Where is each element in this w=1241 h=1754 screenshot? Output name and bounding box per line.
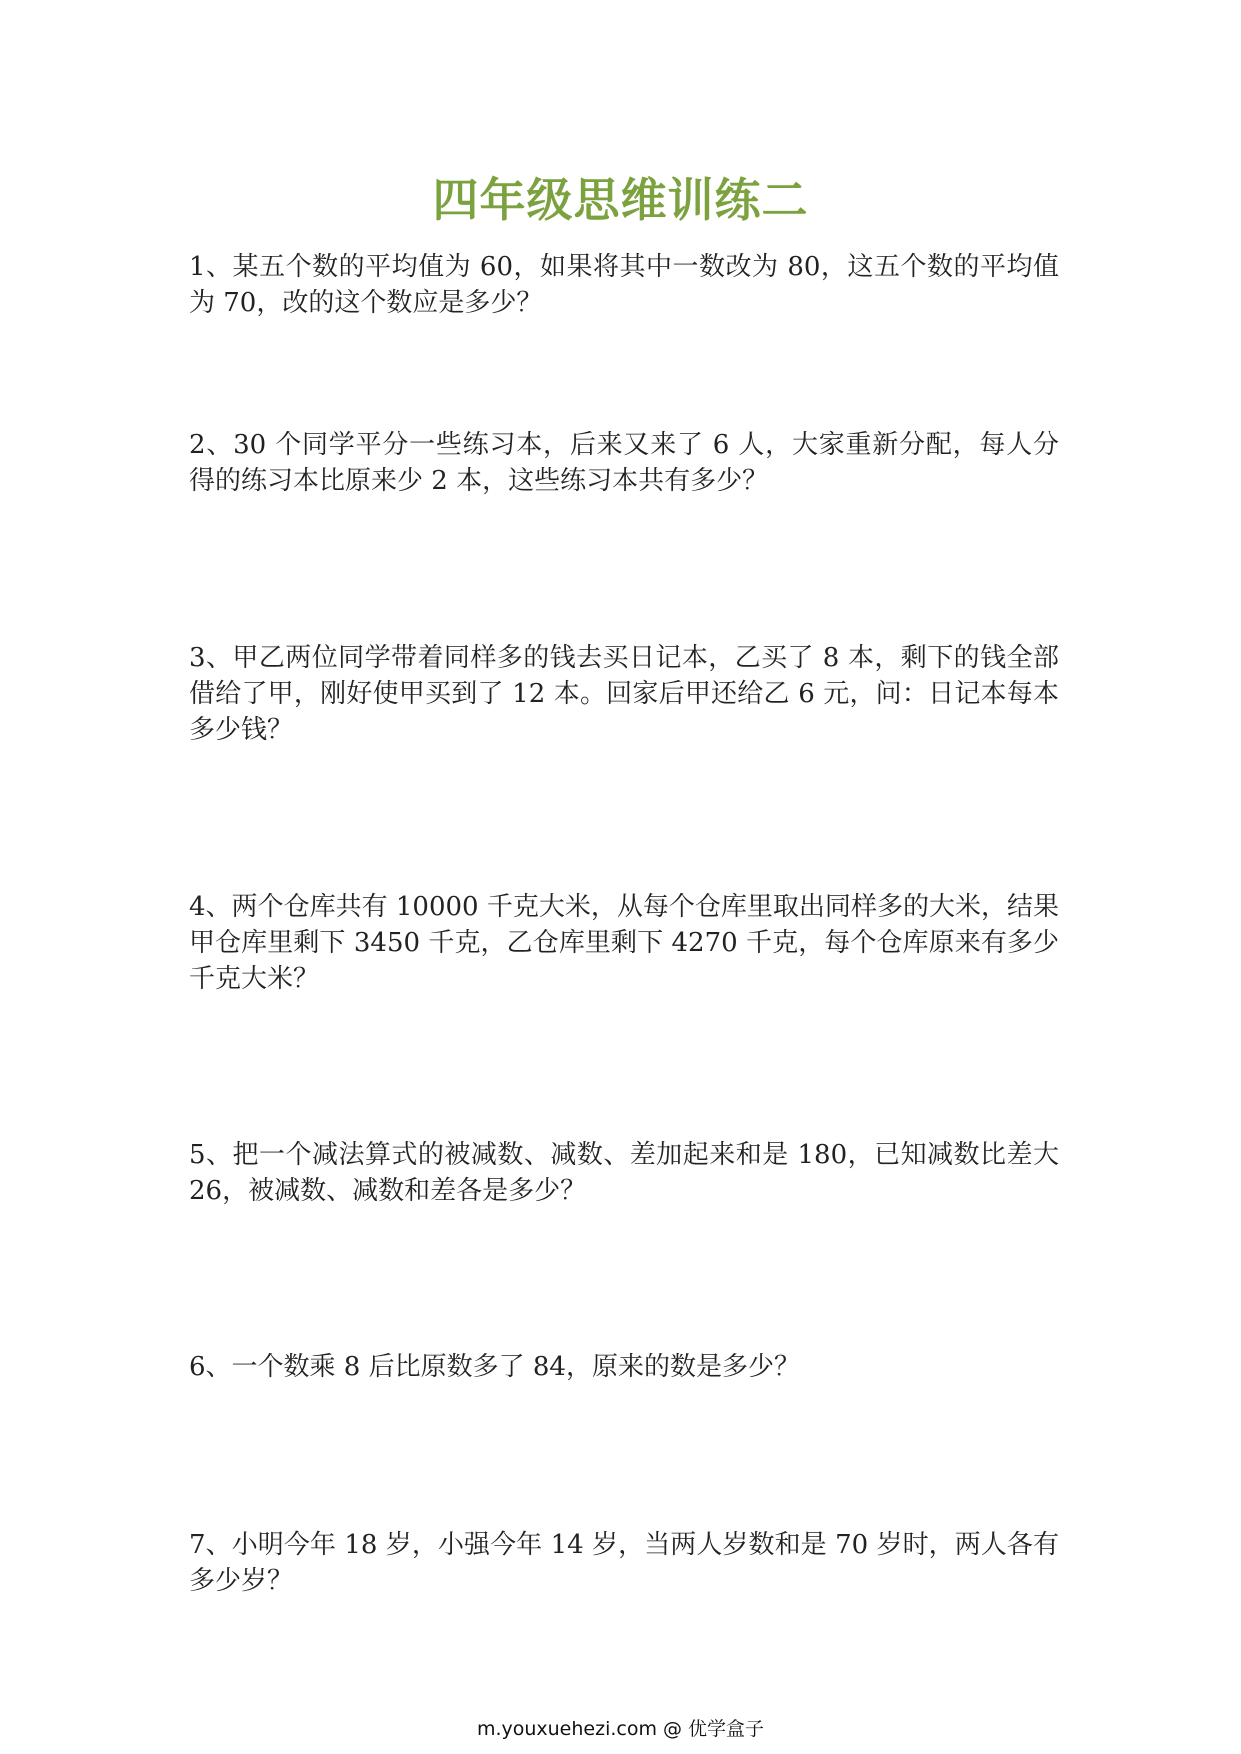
page-title: 四年级思维训练二 — [432, 173, 809, 227]
question-3: 3、甲乙两位同学带着同样多的钱去买日记本，乙买了 8 本，剩下的钱全部借给了甲，刚好使甲买到了 12 本。回家后甲还给乙 6 元，问：日记本每本多少钱？ — [189, 643, 1059, 745]
question-2: 2、30 个同学平分一些练习本，后来又来了 6 人，大家重新分配，每人分得的练习本比原来少 2 本，这些练习本共有多少？ — [189, 430, 1059, 496]
question-4: 4、两个仓库共有 10000 千克大米，从每个仓库里取出同样多的大米，结果甲仓库里剩下 3450 千克，乙仓库里剩下 4270 千克，每个仓库原来有多少千克大米？ — [189, 892, 1059, 994]
question-5: 5、把一个减法算式的被减数、减数、差加起来和是 180，已知减数比差大 26，被减数、减数和差各是多少？ — [189, 1140, 1059, 1206]
question-7: 7、小明今年 18 岁，小强今年 14 岁，当两人岁数和是 70 岁时，两人各有多少岁？ — [189, 1530, 1059, 1596]
question-6: 6、一个数乘 8 后比原数多了 84，原来的数是多少？ — [189, 1352, 800, 1382]
question-1: 1、某五个数的平均值为 60，如果将其中一数改为 80，这五个数的平均值为 70，改的这个数应是多少？ — [189, 252, 1059, 318]
footer-watermark: m.youxuehezi.com @ 优学盒子 — [476, 1718, 765, 1740]
